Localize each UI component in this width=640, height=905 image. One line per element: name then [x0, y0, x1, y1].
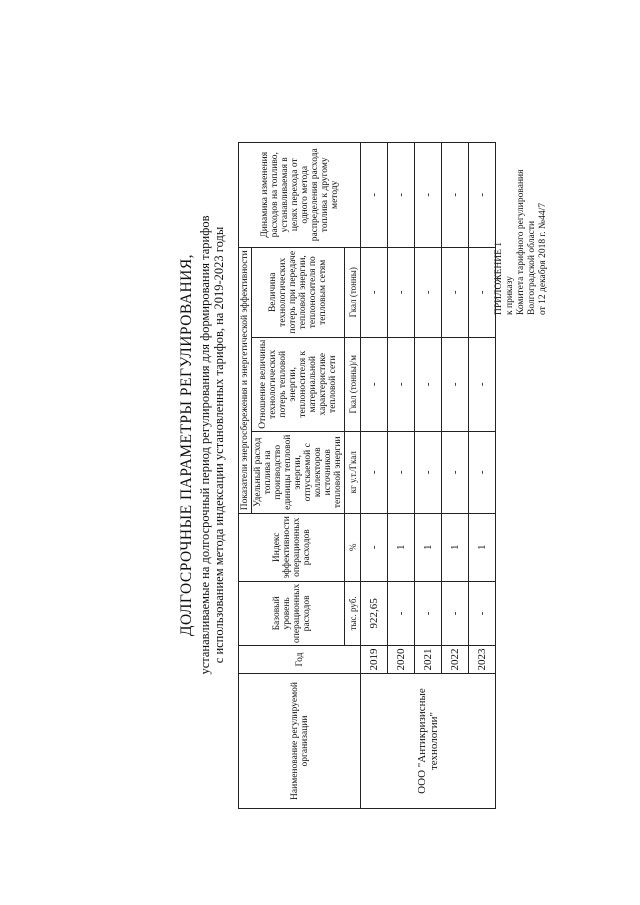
cell-ratio: - [442, 337, 469, 431]
cell-losses: - [388, 247, 415, 337]
unit-index: % [345, 513, 361, 581]
cell-dynamics: - [415, 142, 442, 247]
approval-line-2: к приказу [505, 276, 515, 315]
header-org: Наименование регулируемой организации [239, 674, 361, 809]
unit-losses: Гкал (тонны) [345, 247, 361, 337]
cell-ratio: - [361, 337, 388, 431]
cell-year: 2023 [469, 646, 496, 674]
approval-line-5: от 12 декабря 2018 г. №44/7 [538, 203, 548, 315]
approval-line-4: Волгоградской области [527, 220, 537, 315]
subtitle-line-1: устанавливаемые на долгосрочный период регулирования для формирования тарифов [198, 215, 212, 675]
cell-losses: - [469, 247, 496, 337]
cell-year: 2021 [415, 646, 442, 674]
cell-index: 1 [442, 513, 469, 581]
cell-year: 2019 [361, 646, 388, 674]
subtitle-line-2: с использованием метода индексации установленных тарифов, на 2019-2023 годы [212, 226, 226, 664]
cell-ratio: - [415, 337, 442, 431]
cell-fuel: - [388, 431, 415, 513]
header-efficiency-index: Индекс эффективности операционных расходов [239, 513, 345, 581]
document-subtitle [198, 65, 226, 825]
cell-fuel: - [361, 431, 388, 513]
unit-fuel: кг у.т./Гкал [345, 431, 361, 513]
cell-dynamics: - [442, 142, 469, 247]
header-energy-group: Показатели энергосбережения и энергетической эффективности [239, 247, 252, 513]
cell-losses: - [442, 247, 469, 337]
parameters-table [238, 142, 496, 809]
cell-dynamics: - [388, 142, 415, 247]
cell-fuel: - [415, 431, 442, 513]
cell-losses: - [361, 247, 388, 337]
cell-year: 2022 [442, 646, 469, 674]
header-fuel-consumption: Удельный расход топлива на производство единицы тепловой энергии, отпускаемой с коллекторов источников тепловой энергии [252, 431, 345, 513]
approval-line-3: Комитета тарифного регулирования [516, 169, 526, 315]
cell-fuel: - [469, 431, 496, 513]
cell-index: - [361, 513, 388, 581]
cell-fuel: - [442, 431, 469, 513]
cell-base: - [442, 581, 469, 645]
unit-ratio: Гкал (тонны)/м [345, 337, 361, 431]
cell-index: 1 [415, 513, 442, 581]
table-row [361, 142, 388, 808]
cell-index: 1 [469, 513, 496, 581]
cell-base: - [415, 581, 442, 645]
header-year: Год [239, 646, 361, 674]
cell-dynamics: - [469, 142, 496, 247]
cell-base: - [469, 581, 496, 645]
cell-index: 1 [388, 513, 415, 581]
document-title: ДОЛГОСРОЧНЫЕ ПАРАМЕТРЫ РЕГУЛИРОВАНИЯ, [178, 253, 195, 637]
header-row-1 [239, 142, 252, 808]
organization-name [361, 674, 496, 809]
cell-year: 2020 [388, 646, 415, 674]
cell-ratio: - [469, 337, 496, 431]
header-loss-ratio: Отношение величины технологических потерь тепловой энергии, теплоносителя к материальной характеристике тепловой сети [252, 337, 345, 431]
cell-dynamics: - [361, 142, 388, 247]
header-fuel-dynamics: Динамика изменения расходов на топливо, устанавливаемая в целях перехода от одного метода распределения расхода топлива к другому методу [239, 142, 361, 247]
cell-ratio: - [388, 337, 415, 431]
approval-line-1: ПРИЛОЖЕНИЕ 1 [494, 241, 504, 315]
cell-base: 922,65 [361, 581, 388, 645]
unit-base: тыс. руб. [345, 581, 361, 645]
approval-block [494, 85, 549, 315]
organization-name-line-1: ООО "Антикризисные [416, 688, 428, 794]
header-base-level: Базовый уровень операционных расходов [239, 581, 345, 645]
header-technological-losses: Величина технологических потерь при передаче тепловой энергии, теплоносителя по тепловым сетям [252, 247, 345, 337]
organization-name-line-2: технологии" [428, 711, 440, 771]
cell-base: - [388, 581, 415, 645]
cell-losses: - [415, 247, 442, 337]
